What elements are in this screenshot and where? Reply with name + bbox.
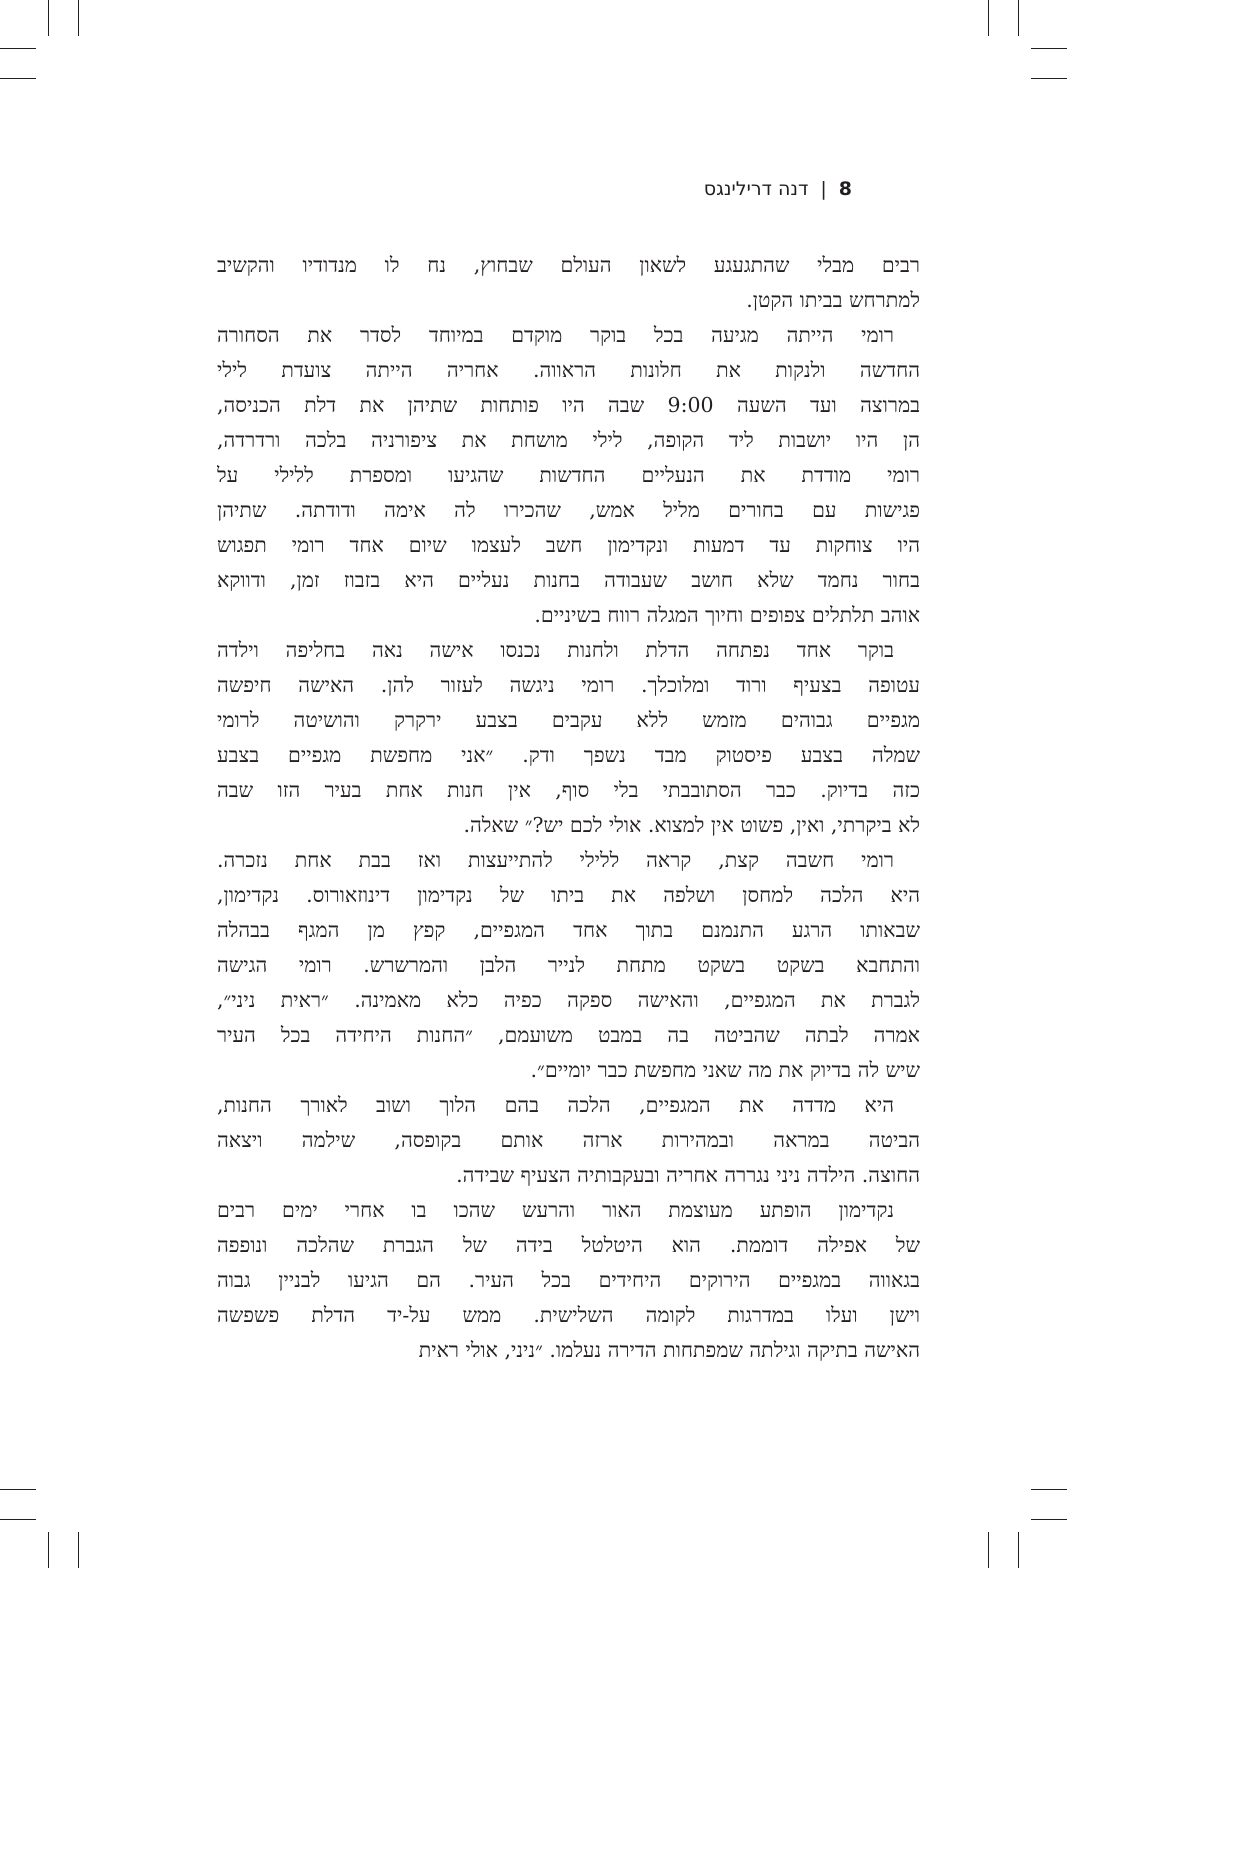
- crop-mark-bottom-left-h2: [0, 1519, 36, 1520]
- text-line: וישן ועלו במדרגות לקומה השלישית. ממש על-יד הדלת פשפשה: [217, 1303, 920, 1327]
- crop-mark-bottom-right-v2: [1018, 1532, 1019, 1568]
- text-line: בגאווה במגפיים הירוקים היחידים בכל העיר. הם הגיעו לבניין גבוה: [217, 1268, 920, 1292]
- crop-mark-top-left-v2: [48, 0, 49, 36]
- crop-mark-top-right-v: [988, 0, 989, 36]
- text-line: החוצה. הילדה ניני נגררה אחריה ובעקבותיה הצעיף שבידה.: [456, 1163, 920, 1187]
- text-line: בחור נחמד שלא חושב שעבודה בחנות נעליים היא בזבוז זמן, ודווקא: [217, 568, 920, 592]
- paragraph-p2: [217, 318, 920, 633]
- text-line: של אפילה דוממת. הוא היטלטל בידה של הגברת שהלכה ונופפה: [217, 1233, 920, 1257]
- text-line: שיש לה בדיוק את מה שאני מחפשת כבר יומיים״.: [530, 1058, 920, 1082]
- crop-mark-top-right-v2: [1018, 0, 1019, 36]
- crop-mark-top-left-h2: [0, 48, 36, 49]
- crop-mark-top-left-v: [78, 0, 79, 36]
- text-line: אוהב תלתלים צפופים וחיוך המגלה רווח בשיניים.: [534, 603, 920, 627]
- text-line: היא הלכה למחסן ושלפה את ביתו של נקדימון דינוזאורוס. נקדימון,: [217, 883, 920, 907]
- text-line: האישה בתיקה וגילתה שמפתחות הדירה נעלמו. ״ניני, אולי ראית: [418, 1338, 920, 1362]
- text-line: עטופה בצעיף ורוד ומלוכלך. רומי ניגשה לעזור להן. האישה חיפשה: [217, 673, 920, 697]
- paragraph-p1: [217, 248, 920, 318]
- body-text: [217, 248, 920, 1368]
- text-line: לא ביקרתי, ואין, פשוט אין למצוא. אולי לכם יש?״ שאלה.: [463, 813, 920, 837]
- text-line: הן היו יושבות ליד הקופה, לילי מושחת את ציפורניה בלכה ורדרדה,: [217, 428, 920, 452]
- text-line: והתחבא בשקט בשקט מתחת לנייר הלבן והמרשרש. רומי הגישה: [217, 953, 920, 977]
- text-line: במרוצה ועד השעה 9:00 שבה היו פותחות שתיהן את דלת הכניסה,: [217, 393, 920, 417]
- text-line: אמרה לבתה שהביטה בה במבט משועמם, ״החנות היחידה בכל העיר: [217, 1023, 920, 1047]
- paragraph-p6: [217, 1193, 920, 1368]
- crop-mark-top-left-h: [0, 78, 36, 79]
- text-line: בוקר אחד נפתחה הדלת ולחנות נכנסו אישה נאה בחליפה וילדה: [217, 638, 894, 662]
- crop-mark-bottom-left-v2: [48, 1532, 49, 1568]
- crop-mark-top-right-h2: [1031, 48, 1067, 49]
- paragraph-p3: [217, 633, 920, 843]
- text-line: נקדימון הופתע מעוצמת האור והרעש שהכו בו אחרי ימים רבים: [217, 1198, 894, 1222]
- text-line: למתרחש בביתו הקטן.: [746, 288, 920, 312]
- header-separator: |: [820, 178, 827, 200]
- author-name: דנה דרילינגס: [703, 178, 809, 200]
- text-line: רומי מודדת את הנעליים החדשות שהגיעו ומספרת ללילי על: [217, 463, 920, 487]
- text-line: היו צוחקות עד דמעות ונקדימון חשב לעצמו שיום אחד רומי תפגוש: [217, 533, 920, 557]
- text-line: שמלה בצבע פיסטוק מבד נשפך ודק. ״אני מחפשת מגפיים בצבע: [217, 743, 920, 767]
- running-header: [704, 178, 852, 200]
- text-line: פגישות עם בחורים מליל אמש, שהכירו לה אימה ודודתה. שתיהן: [217, 498, 920, 522]
- text-line: רומי חשבה קצת, קראה ללילי להתייעצות ואז בבת אחת נזכרה.: [217, 848, 894, 872]
- text-line: כזה בדיוק. כבר הסתובבתי בלי סוף, אין חנות אחת בעיר הזו שבה: [217, 778, 920, 802]
- text-line: החדשה ולנקות את חלונות הראווה. אחריה הייתה צועדת לילי: [217, 358, 920, 382]
- text-line: לגברת את המגפיים, והאישה ספקה כפיה כלא מאמינה. ״ראית ניני״,: [217, 988, 920, 1012]
- crop-mark-bottom-left-v: [78, 1532, 79, 1568]
- crop-mark-bottom-right-h: [1031, 1489, 1067, 1490]
- paragraph-p5: [217, 1088, 920, 1193]
- text-line: מגפיים גבוהים מזמש ללא עקבים בצבע ירקרק והושיטה לרומי: [217, 708, 920, 732]
- crop-mark-bottom-left-h: [0, 1489, 36, 1490]
- crop-mark-top-right-h: [1031, 78, 1067, 79]
- text-line: רומי הייתה מגיעה בכל בוקר מוקדם במיוחד לסדר את הסחורה: [217, 323, 894, 347]
- paragraph-p4: [217, 843, 920, 1088]
- text-line: היא מדדה את המגפיים, הלכה בהם הלוך ושוב לאורך החנות,: [217, 1093, 894, 1117]
- page-number: 8: [838, 178, 852, 200]
- text-line: הביטה במראה ובמהירות ארזה אותם בקופסה, שילמה ויצאה: [217, 1128, 920, 1152]
- text-line: רבים מבלי שהתגעגע לשאון העולם שבחוץ, נח לו מנדודיו והקשיב: [217, 253, 920, 277]
- text-line: שבאותו הרגע התנמנם בתוך אחד המגפיים, קפץ מן המגף בבהלה: [217, 918, 920, 942]
- crop-mark-bottom-right-h2: [1031, 1519, 1067, 1520]
- crop-mark-bottom-right-v: [988, 1532, 989, 1568]
